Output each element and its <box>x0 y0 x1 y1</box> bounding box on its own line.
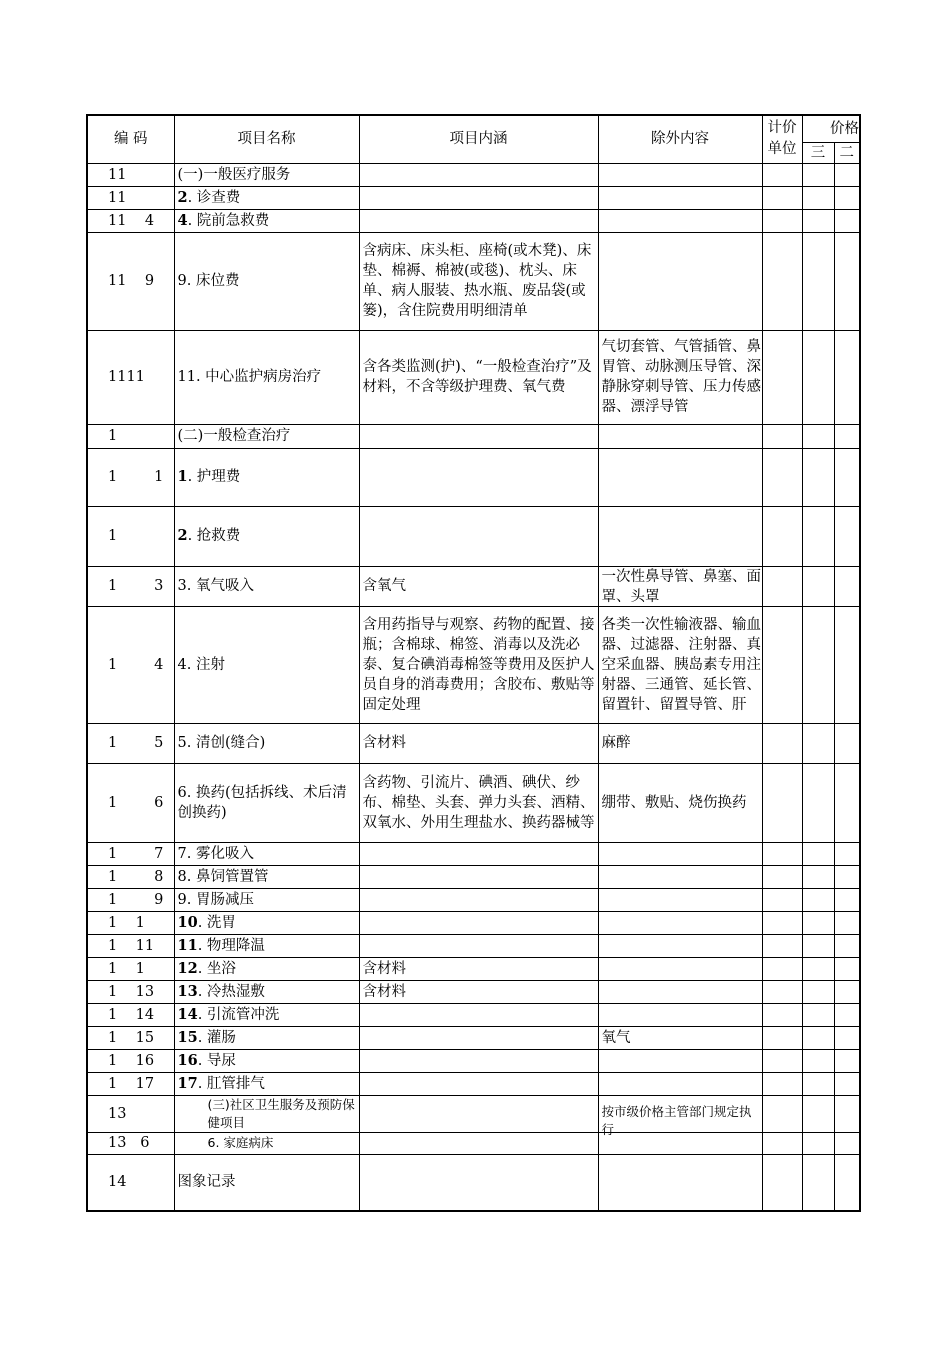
row-price-2 <box>834 330 860 424</box>
row-unit <box>762 506 802 566</box>
row-price-3 <box>802 566 834 606</box>
row-content <box>359 330 598 424</box>
table-row <box>87 209 860 232</box>
row-content <box>359 763 598 842</box>
row-name-label: (三)社区卫生服务及预防保健项目 <box>207 1096 355 1130</box>
table-row <box>87 1132 860 1154</box>
row-unit <box>762 448 802 506</box>
row-code: 1 1 <box>87 957 174 980</box>
table-row <box>87 1154 860 1211</box>
row-item-number: 2 <box>177 188 188 206</box>
row-name-label: . 灌肠 <box>197 1029 236 1046</box>
row-name <box>174 1003 359 1026</box>
row-exclusion <box>598 232 762 330</box>
row-name <box>174 957 359 980</box>
row-price-3 <box>802 934 834 957</box>
row-code: 14 <box>87 1154 174 1211</box>
row-name <box>174 330 359 424</box>
row-price-3 <box>802 888 834 911</box>
row-code: 1 11 <box>87 934 174 957</box>
row-unit <box>762 1049 802 1072</box>
row-unit <box>762 763 802 842</box>
row-name-label: 8. 鼻饲管置管 <box>177 868 269 885</box>
row-item-number: 1 <box>177 468 188 485</box>
row-exclusion <box>598 566 762 606</box>
row-code: 11 <box>87 186 174 209</box>
row-name <box>174 934 359 957</box>
row-price-2 <box>834 1003 860 1026</box>
table-row <box>87 934 860 957</box>
row-price-2 <box>834 163 860 186</box>
table-row <box>87 448 860 506</box>
row-name-label: 3. 氧气吸入 <box>177 578 254 594</box>
row-exclusion-text: 氧气 <box>601 1029 631 1046</box>
row-price-2 <box>834 1132 860 1154</box>
row-name-label: 11. 中心监护病房治疗 <box>177 369 322 385</box>
row-code: 1 17 <box>87 1072 174 1095</box>
row-name-label: . 导尿 <box>197 1052 236 1069</box>
row-content <box>359 723 598 763</box>
row-price-3 <box>802 163 834 186</box>
row-price-2 <box>834 566 860 606</box>
row-name-label: 4. 注射 <box>177 656 225 673</box>
row-code: 1 9 <box>87 888 174 911</box>
row-code: 1 1 <box>87 448 174 506</box>
row-exclusion <box>598 506 762 566</box>
table-row <box>87 424 860 448</box>
row-unit <box>762 566 802 606</box>
row-exclusion <box>598 980 762 1003</box>
row-content <box>359 1072 598 1095</box>
row-unit <box>762 232 802 330</box>
row-name-label: . 引流管冲洗 <box>197 1006 280 1023</box>
row-price-2 <box>834 763 860 842</box>
row-code: 1 <box>87 506 174 566</box>
row-exclusion <box>598 1003 762 1026</box>
row-item-number: 17 <box>177 1074 198 1092</box>
row-item-number: 4 <box>177 211 188 229</box>
table-row <box>87 865 860 888</box>
row-code: 1 5 <box>87 723 174 763</box>
row-code: 13 6 <box>87 1132 174 1154</box>
row-code: 1 15 <box>87 1026 174 1049</box>
table-row <box>87 330 860 424</box>
row-exclusion <box>598 186 762 209</box>
row-exclusion <box>598 1132 762 1154</box>
table-row <box>87 911 860 934</box>
row-item-number: 2 <box>177 527 188 544</box>
row-name <box>174 209 359 232</box>
row-name <box>174 566 359 606</box>
table-row <box>87 957 860 980</box>
row-content <box>359 911 598 934</box>
row-price-3 <box>802 506 834 566</box>
row-price-3 <box>802 1049 834 1072</box>
row-exclusion <box>598 763 762 842</box>
row-unit <box>762 186 802 209</box>
row-exclusion <box>598 723 762 763</box>
row-content <box>359 1095 598 1132</box>
row-name-label: . 抢救费 <box>187 528 241 544</box>
row-item-number: 12 <box>177 959 198 977</box>
row-name-label: . 诊查费 <box>187 189 241 206</box>
row-name-label: 图象记录 <box>177 1174 236 1191</box>
table-row <box>87 1049 860 1072</box>
price-table <box>86 114 861 1212</box>
row-unit <box>762 888 802 911</box>
row-price-3 <box>802 763 834 842</box>
row-name-label: 6. 家庭病床 <box>207 1135 274 1150</box>
row-price-2 <box>834 1072 860 1095</box>
row-name <box>174 911 359 934</box>
row-price-2 <box>834 209 860 232</box>
row-code: 1 6 <box>87 763 174 842</box>
row-name <box>174 763 359 842</box>
header-price: 价格 <box>802 115 860 142</box>
row-price-2 <box>834 606 860 723</box>
row-price-3 <box>802 911 834 934</box>
row-price-2 <box>834 723 860 763</box>
row-price-2 <box>834 448 860 506</box>
row-unit <box>762 1132 802 1154</box>
row-code: 1 16 <box>87 1049 174 1072</box>
row-content-text: 含病床、床头柜、座椅(或木凳)、床垫、棉褥、棉被(或毯)、枕头、床单、病人服装、热水瓶、废品袋(或篓)，含住院费用明细清单 <box>362 243 592 319</box>
row-name-label: 6. 换药(包括拆线、术后清创换药) <box>177 784 347 821</box>
row-name-label: . 肛管排气 <box>197 1075 265 1092</box>
header-exclusion: 除外内容 <box>598 115 762 163</box>
row-code: 1 7 <box>87 842 174 865</box>
row-name <box>174 1026 359 1049</box>
row-unit <box>762 1003 802 1026</box>
row-exclusion-text: 绷带、敷贴、烧伤换药 <box>601 794 747 811</box>
row-content-text: 含材料 <box>362 983 406 1000</box>
row-code: 1 14 <box>87 1003 174 1026</box>
row-price-3 <box>802 1072 834 1095</box>
row-content <box>359 934 598 957</box>
row-name <box>174 980 359 1003</box>
row-exclusion <box>598 448 762 506</box>
row-exclusion <box>598 209 762 232</box>
table-row <box>87 506 860 566</box>
row-exclusion <box>598 424 762 448</box>
table-row <box>87 723 860 763</box>
row-name <box>174 186 359 209</box>
row-price-3 <box>802 980 834 1003</box>
row-code: 11 <box>87 163 174 186</box>
row-content <box>359 1026 598 1049</box>
row-unit <box>762 1095 802 1132</box>
row-name <box>174 1095 359 1132</box>
row-content <box>359 842 598 865</box>
row-content <box>359 163 598 186</box>
table-row <box>87 1003 860 1026</box>
row-unit <box>762 723 802 763</box>
row-name <box>174 842 359 865</box>
row-content <box>359 980 598 1003</box>
row-name <box>174 723 359 763</box>
row-price-3 <box>802 209 834 232</box>
table-row <box>87 1026 860 1049</box>
row-content <box>359 957 598 980</box>
header-unit-line1: 计价 <box>767 120 797 137</box>
row-name-label: (一)一般医疗服务 <box>177 166 291 183</box>
row-item-number: 11 <box>177 936 198 954</box>
row-item-number: 13 <box>177 982 198 1000</box>
row-content-text: 含材料 <box>362 735 406 751</box>
row-content <box>359 888 598 911</box>
row-name <box>174 1072 359 1095</box>
row-item-number: 16 <box>177 1051 198 1069</box>
row-code: 11 9 <box>87 232 174 330</box>
row-price-3 <box>802 1003 834 1026</box>
row-name <box>174 163 359 186</box>
row-price-2 <box>834 1026 860 1049</box>
row-exclusion <box>598 911 762 934</box>
row-unit <box>762 980 802 1003</box>
row-price-2 <box>834 506 860 566</box>
table-row <box>87 186 860 209</box>
row-unit <box>762 1154 802 1211</box>
row-exclusion-text: 各类一次性输液器、输血器、过滤器、注射器、真空采血器、胰岛素专用注射器、三通管、延长管、留置针、留置导管、肝 <box>601 616 761 713</box>
row-code: 1111 <box>87 330 174 424</box>
row-name-label: 5. 清创(缝合) <box>177 735 266 751</box>
row-price-3 <box>802 606 834 723</box>
row-content-text: 含药物、引流片、碘酒、碘伏、纱布、棉垫、头套、弹力头套、酒精、双氧水、外用生理盐水、换药器械等 <box>362 774 595 831</box>
row-exclusion <box>598 1154 762 1211</box>
row-price-3 <box>802 957 834 980</box>
row-price-2 <box>834 186 860 209</box>
row-content <box>359 232 598 330</box>
row-unit <box>762 865 802 888</box>
header-price-col3: 三 <box>802 142 834 163</box>
header-row <box>87 115 860 142</box>
row-name-label: . 洗胃 <box>197 914 236 931</box>
row-code: 1 4 <box>87 606 174 723</box>
table-row <box>87 606 860 723</box>
row-price-3 <box>802 424 834 448</box>
row-content <box>359 186 598 209</box>
table-row <box>87 163 860 186</box>
row-content <box>359 448 598 506</box>
row-exclusion <box>598 1049 762 1072</box>
row-name <box>174 424 359 448</box>
row-code: 1 8 <box>87 865 174 888</box>
row-exclusion <box>598 1026 762 1049</box>
row-code: 11 4 <box>87 209 174 232</box>
row-exclusion <box>598 1072 762 1095</box>
row-price-3 <box>802 842 834 865</box>
header-name: 项目名称 <box>174 115 359 163</box>
row-exclusion <box>598 934 762 957</box>
row-unit <box>762 957 802 980</box>
row-content <box>359 424 598 448</box>
row-item-number: 14 <box>177 1005 198 1023</box>
row-price-2 <box>834 888 860 911</box>
row-content <box>359 1132 598 1154</box>
row-price-3 <box>802 1154 834 1211</box>
row-price-2 <box>834 980 860 1003</box>
row-price-2 <box>834 934 860 957</box>
row-price-2 <box>834 424 860 448</box>
row-unit <box>762 1072 802 1095</box>
row-price-2 <box>834 1154 860 1211</box>
row-exclusion <box>598 606 762 723</box>
row-unit <box>762 330 802 424</box>
row-name <box>174 448 359 506</box>
row-price-3 <box>802 1132 834 1154</box>
row-unit <box>762 911 802 934</box>
row-price-2 <box>834 865 860 888</box>
row-code: 13 <box>87 1095 174 1132</box>
row-name <box>174 865 359 888</box>
row-exclusion-text: 气切套管、气管插管、鼻胃管、动脉测压导管、深静脉穿刺导管、压力传感器、漂浮导管 <box>601 339 761 415</box>
header-unit-line2: 单位 <box>767 141 797 158</box>
row-content-text: 含材料 <box>362 960 406 977</box>
table-row <box>87 763 860 842</box>
row-price-2 <box>834 232 860 330</box>
row-content <box>359 1049 598 1072</box>
row-content <box>359 1003 598 1026</box>
header-content: 项目内涵 <box>359 115 598 163</box>
row-content <box>359 209 598 232</box>
header-price-col2: 二 <box>834 142 860 163</box>
row-name <box>174 232 359 330</box>
row-name-label: . 院前急救费 <box>187 212 270 229</box>
row-name <box>174 1132 359 1154</box>
header-code: 编 码 <box>87 115 174 163</box>
row-name-label: 9. 胃肠减压 <box>177 891 254 908</box>
table-row <box>87 842 860 865</box>
row-content-text: 含各类监测(护)、“一般检查治疗”及材料，不含等级护理费、氧气费 <box>362 359 592 395</box>
row-price-3 <box>802 330 834 424</box>
row-price-2 <box>834 957 860 980</box>
row-code: 1 13 <box>87 980 174 1003</box>
row-exclusion <box>598 865 762 888</box>
row-exclusion <box>598 888 762 911</box>
row-price-2 <box>834 1095 860 1132</box>
row-exclusion <box>598 330 762 424</box>
row-exclusion <box>598 1095 762 1137</box>
row-unit <box>762 934 802 957</box>
row-name <box>174 1154 359 1211</box>
row-exclusion-text: 麻醉 <box>601 735 631 751</box>
table-row <box>87 1095 860 1132</box>
row-unit <box>762 424 802 448</box>
row-price-2 <box>834 1049 860 1072</box>
row-code: 1 <box>87 424 174 448</box>
row-unit <box>762 842 802 865</box>
row-price-2 <box>834 842 860 865</box>
table-row <box>87 232 860 330</box>
row-unit <box>762 606 802 723</box>
row-price-2 <box>834 911 860 934</box>
row-code: 1 3 <box>87 566 174 606</box>
row-exclusion-text: 按市级价格主管部门规定执行 <box>601 1103 752 1137</box>
row-price-3 <box>802 1026 834 1049</box>
row-exclusion <box>598 842 762 865</box>
row-code: 1 1 <box>87 911 174 934</box>
row-name <box>174 888 359 911</box>
row-unit <box>762 1026 802 1049</box>
row-price-3 <box>802 865 834 888</box>
row-name-label: . 物理降温 <box>197 937 265 954</box>
row-price-3 <box>802 186 834 209</box>
table-row <box>87 980 860 1003</box>
row-name <box>174 606 359 723</box>
row-name-label: . 坐浴 <box>197 960 236 977</box>
header-unit <box>762 115 802 163</box>
row-name <box>174 1049 359 1072</box>
row-unit <box>762 209 802 232</box>
row-price-3 <box>802 232 834 330</box>
row-exclusion <box>598 957 762 980</box>
table-row <box>87 888 860 911</box>
row-exclusion-text: 一次性鼻导管、鼻塞、面罩、头罩 <box>601 569 761 605</box>
row-name-label: 7. 雾化吸入 <box>177 845 254 862</box>
row-price-3 <box>802 448 834 506</box>
row-name-label: 9. 床位费 <box>177 273 240 289</box>
row-content <box>359 606 598 723</box>
row-price-3 <box>802 1095 834 1132</box>
row-name <box>174 506 359 566</box>
row-name-label: (二)一般检查治疗 <box>177 428 291 444</box>
row-content <box>359 865 598 888</box>
row-unit <box>762 163 802 186</box>
row-item-number: 15 <box>177 1028 198 1046</box>
table-row <box>87 566 860 606</box>
row-exclusion <box>598 163 762 186</box>
row-content-text: 含用药指导与观察、药物的配置、接瓶；含棉球、棉签、消毒以及洗必泰、复合碘消毒棉签等费用及医护人员自身的消毒费用；含胶布、敷贴等固定处理 <box>362 616 595 713</box>
row-content <box>359 566 598 606</box>
row-content <box>359 506 598 566</box>
row-name-label: . 冷热湿敷 <box>197 983 265 1000</box>
row-name-label: . 护理费 <box>187 469 241 485</box>
row-content-text: 含氧气 <box>362 578 406 594</box>
row-price-3 <box>802 723 834 763</box>
row-item-number: 10 <box>177 913 198 931</box>
table-row <box>87 1072 860 1095</box>
row-content <box>359 1154 598 1211</box>
